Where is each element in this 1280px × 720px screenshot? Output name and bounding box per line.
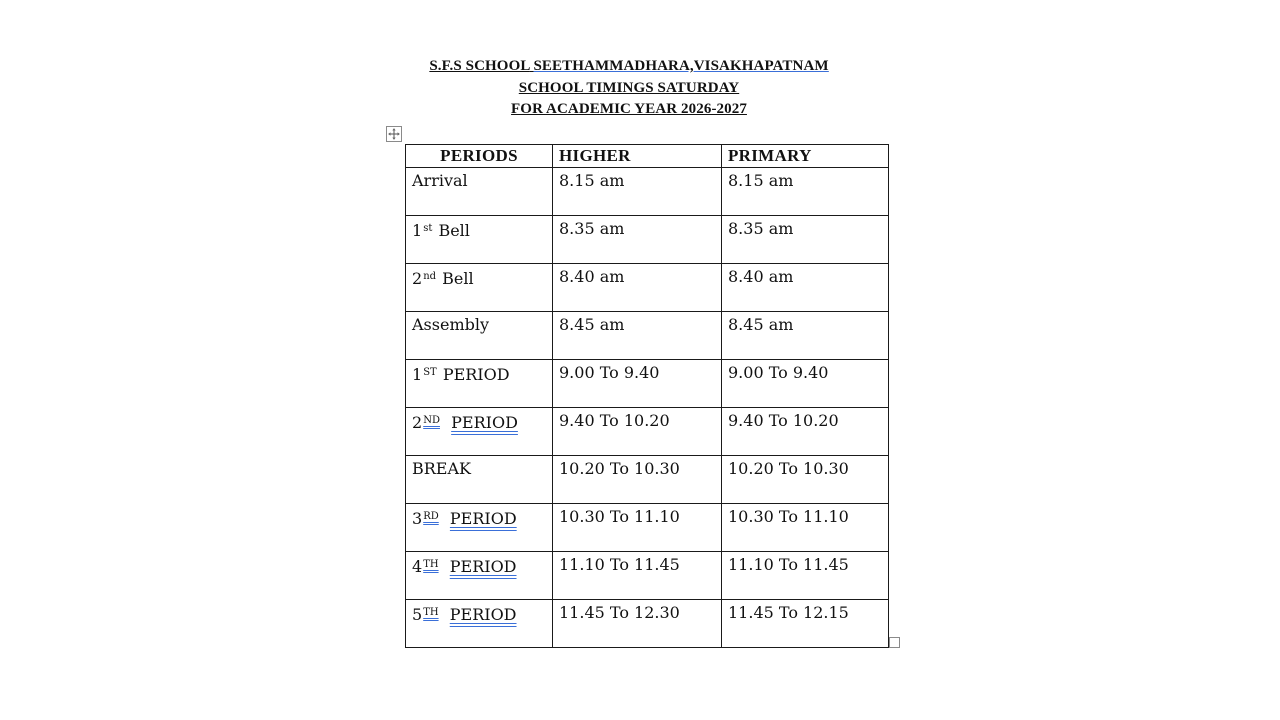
- period-ordinal-suffix: TH: [423, 559, 439, 570]
- period-ordinal-suffix: ST: [423, 367, 437, 378]
- table-row: [406, 216, 889, 264]
- timings-table: [405, 144, 889, 648]
- primary-time-cell[interactable]: 11.10 To 11.45: [722, 552, 889, 600]
- table-resize-handle-icon[interactable]: [889, 637, 900, 648]
- period-ordinal-suffix: ND: [423, 415, 440, 426]
- period-label: PERIOD: [449, 509, 517, 528]
- table-row: [406, 168, 889, 216]
- primary-time-cell[interactable]: 10.20 To 10.30: [722, 456, 889, 504]
- table-row: [406, 456, 889, 504]
- four-arrow-move-icon: [388, 128, 400, 140]
- academic-year-heading: FOR ACADEMIC YEAR 2026-2027: [511, 101, 747, 117]
- higher-time-cell[interactable]: 11.10 To 11.45: [553, 552, 722, 600]
- period-number: 1: [412, 365, 423, 384]
- higher-time-cell[interactable]: 8.35 am: [553, 216, 722, 264]
- table-header-row: [406, 145, 889, 168]
- primary-time-cell[interactable]: 8.45 am: [722, 312, 889, 360]
- period-cell[interactable]: [406, 456, 553, 504]
- table-row: [406, 600, 889, 648]
- header-higher: HIGHER: [553, 145, 722, 168]
- period-ordinal-suffix: nd: [423, 271, 437, 282]
- table-row: [406, 552, 889, 600]
- period-label: Assembly: [412, 315, 490, 334]
- higher-time-cell[interactable]: 10.30 To 11.10: [553, 504, 722, 552]
- primary-time-cell[interactable]: 9.00 To 9.40: [722, 360, 889, 408]
- school-name: S.F.S SCHOOL: [429, 58, 530, 74]
- higher-time-cell[interactable]: 8.45 am: [553, 312, 722, 360]
- period-label: PERIOD: [449, 605, 517, 624]
- period-ordinal-suffix: st: [423, 223, 433, 234]
- period-number: 2: [412, 413, 423, 432]
- period-number: 3: [412, 509, 423, 528]
- primary-time-cell[interactable]: 8.35 am: [722, 216, 889, 264]
- higher-time-cell[interactable]: 9.00 To 9.40: [553, 360, 722, 408]
- period-ordinal-suffix: RD: [423, 511, 439, 522]
- period-cell[interactable]: [406, 600, 553, 648]
- period-cell[interactable]: [406, 360, 553, 408]
- table-row: [406, 264, 889, 312]
- timings-heading: SCHOOL TIMINGS SATURDAY: [518, 80, 740, 96]
- period-number: 1: [412, 221, 423, 240]
- higher-time-cell[interactable]: 11.45 To 12.30: [553, 600, 722, 648]
- period-cell[interactable]: [406, 504, 553, 552]
- period-label: PERIOD: [442, 365, 510, 384]
- primary-time-cell[interactable]: 8.15 am: [722, 168, 889, 216]
- higher-time-cell[interactable]: 8.15 am: [553, 168, 722, 216]
- period-label: BREAK: [412, 459, 471, 478]
- header-primary: PRIMARY: [722, 145, 889, 168]
- table-row: [406, 504, 889, 552]
- header-periods: PERIODS: [406, 145, 553, 168]
- higher-time-cell[interactable]: 8.40 am: [553, 264, 722, 312]
- higher-time-cell[interactable]: 9.40 To 10.20: [553, 408, 722, 456]
- period-cell[interactable]: [406, 312, 553, 360]
- table-row: [406, 312, 889, 360]
- period-cell[interactable]: [406, 552, 553, 600]
- table-row: [406, 408, 889, 456]
- table-row: [406, 360, 889, 408]
- table-move-handle-icon[interactable]: [386, 126, 402, 142]
- school-name-heading: [0, 58, 1258, 75]
- period-label: PERIOD: [449, 557, 517, 576]
- period-label: Bell: [438, 221, 470, 240]
- period-ordinal-suffix: TH: [423, 607, 439, 618]
- period-cell[interactable]: [406, 216, 553, 264]
- primary-time-cell[interactable]: 9.40 To 10.20: [722, 408, 889, 456]
- primary-time-cell[interactable]: 10.30 To 11.10: [722, 504, 889, 552]
- period-label: Arrival: [412, 171, 468, 190]
- primary-time-cell[interactable]: 8.40 am: [722, 264, 889, 312]
- period-number: 2: [412, 269, 423, 288]
- period-label: PERIOD: [451, 413, 518, 432]
- higher-time-cell[interactable]: 10.20 To 10.30: [553, 456, 722, 504]
- period-number: 5: [412, 605, 423, 624]
- period-label: Bell: [442, 269, 474, 288]
- period-cell[interactable]: [406, 168, 553, 216]
- period-cell[interactable]: [406, 264, 553, 312]
- primary-time-cell[interactable]: 11.45 To 12.15: [722, 600, 889, 648]
- school-location: SEETHAMMADHARA,VISAKHAPATNAM: [533, 58, 829, 74]
- period-cell[interactable]: [406, 408, 553, 456]
- period-number: 4: [412, 557, 423, 576]
